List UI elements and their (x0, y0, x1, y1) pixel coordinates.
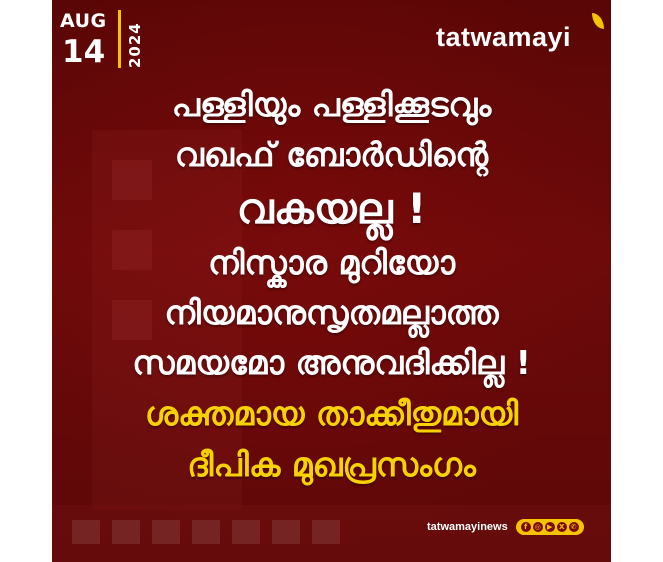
social-icons (516, 519, 584, 535)
news-card (52, 0, 611, 562)
background-window (232, 520, 260, 544)
social-handle: tatwamayinews (427, 521, 508, 533)
brand-logo: tatwamayi (436, 22, 572, 52)
footer (427, 518, 584, 536)
headline-line-1: പള്ളിയും പള്ളിക്കൂടവും (171, 85, 492, 124)
background-window (112, 520, 140, 544)
date-month: AUG (60, 10, 107, 32)
headline-line-4: നിസ്കാര മുറിയോ (207, 243, 456, 282)
headline-line-3: വകയല്ല ! (236, 184, 427, 233)
date-divider (118, 10, 121, 68)
date-day: 14 (62, 34, 106, 70)
headline-line-7: ശക്തമായ താക്കീതുമായി (144, 394, 519, 433)
background-window (312, 520, 340, 544)
instagram-icon[interactable]: ◎ (534, 523, 541, 531)
headline-line-2: വഖഫ് ബോർഡിന്റെ (174, 135, 489, 174)
headline-line-6: സമയമോ അനുവദിക്കില്ല ! (132, 343, 531, 382)
background-window (152, 520, 180, 544)
background-window (272, 520, 300, 544)
background-window (72, 520, 100, 544)
whatsapp-icon[interactable]: ✆ (569, 522, 579, 532)
headline-line-8: ദീപിക മുഖപ്രസംഗം (187, 445, 476, 484)
brand-leaf-icon (592, 13, 604, 29)
headline-line-5: നിയമാനുസൃതമല്ലാത്ത (164, 293, 499, 332)
date-year: 2024 (126, 22, 144, 68)
background-window (192, 520, 220, 544)
headline (52, 80, 611, 490)
x-icon[interactable]: X (557, 522, 567, 532)
facebook-icon[interactable]: f (521, 522, 531, 532)
youtube-icon[interactable]: ▶ (545, 522, 555, 532)
